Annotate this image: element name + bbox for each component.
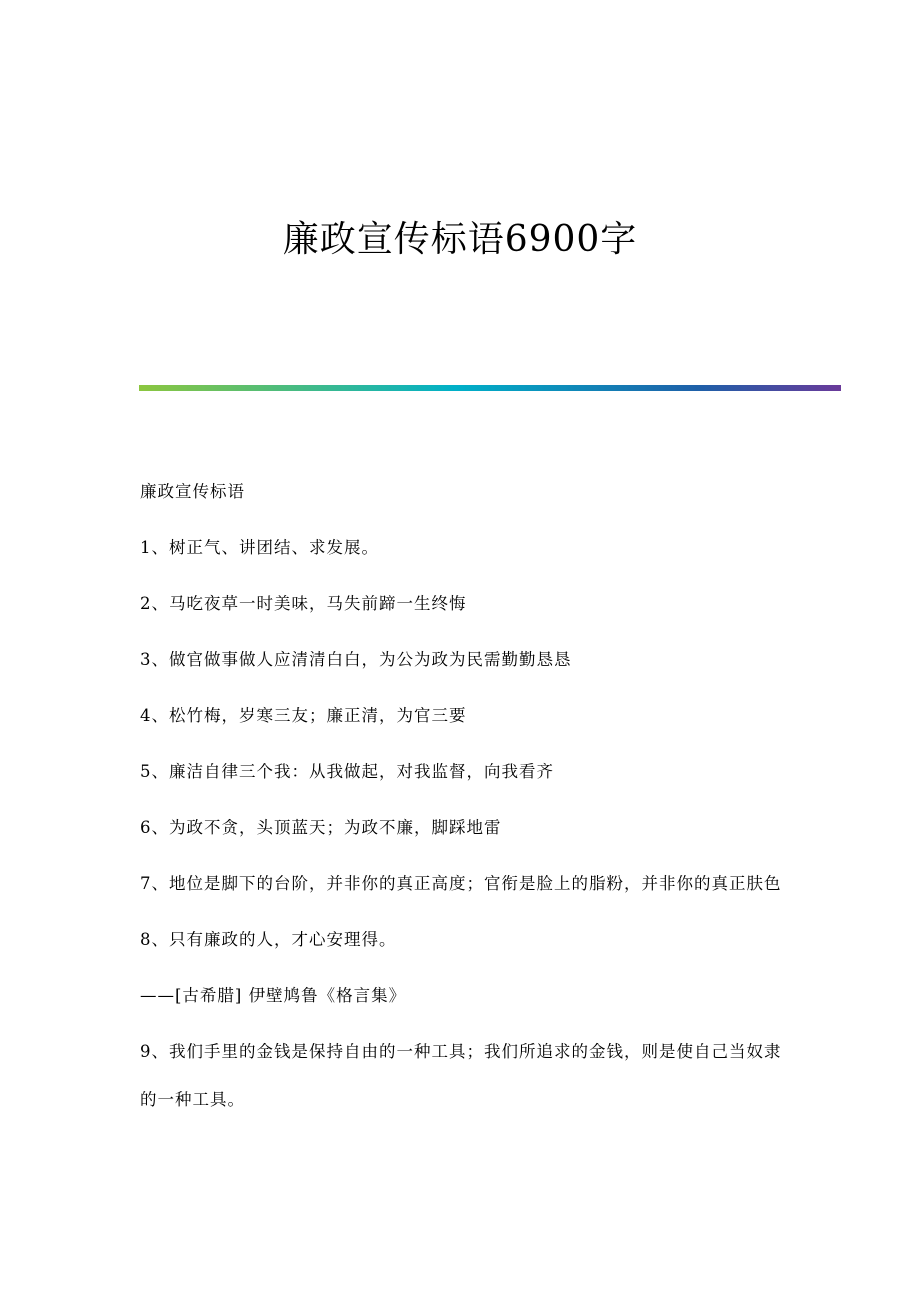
slogan-8-attribution: ——[古希腊] 伊壁鸠鲁《格言集》 [140, 986, 407, 1005]
body-heading: 廉政宣传标语 [140, 482, 245, 501]
slogan-3: 3、做官做事做人应清清白白，为公为政为民需勤勤恳恳 [140, 650, 572, 669]
slogan-1: 1、树正气、讲团结、求发展。 [140, 538, 379, 557]
slogan-8: 8、只有廉政的人，才心安理得。 [140, 930, 397, 949]
title-divider [139, 385, 841, 391]
slogan-9: 9、我们手里的金钱是保持自由的一种工具；我们所追求的金钱，则是使自己当奴隶的一种工具。 [140, 1042, 782, 1109]
document-body [140, 468, 790, 1132]
slogan-5: 5、廉洁自律三个我：从我做起，对我监督，向我看齐 [140, 762, 554, 781]
document-title: 廉政宣传标语6900字 [282, 219, 638, 260]
slogan-6: 6、为政不贪，头顶蓝天；为政不廉，脚踩地雷 [140, 818, 502, 837]
slogan-2: 2、马吃夜草一时美味，马失前蹄一生终悔 [140, 594, 467, 613]
slogan-4: 4、松竹梅，岁寒三友；廉正清，为官三要 [140, 706, 467, 725]
slogan-7: 7、地位是脚下的台阶，并非你的真正高度；官衔是脸上的脂粉，并非你的真正肤色 [140, 874, 782, 893]
